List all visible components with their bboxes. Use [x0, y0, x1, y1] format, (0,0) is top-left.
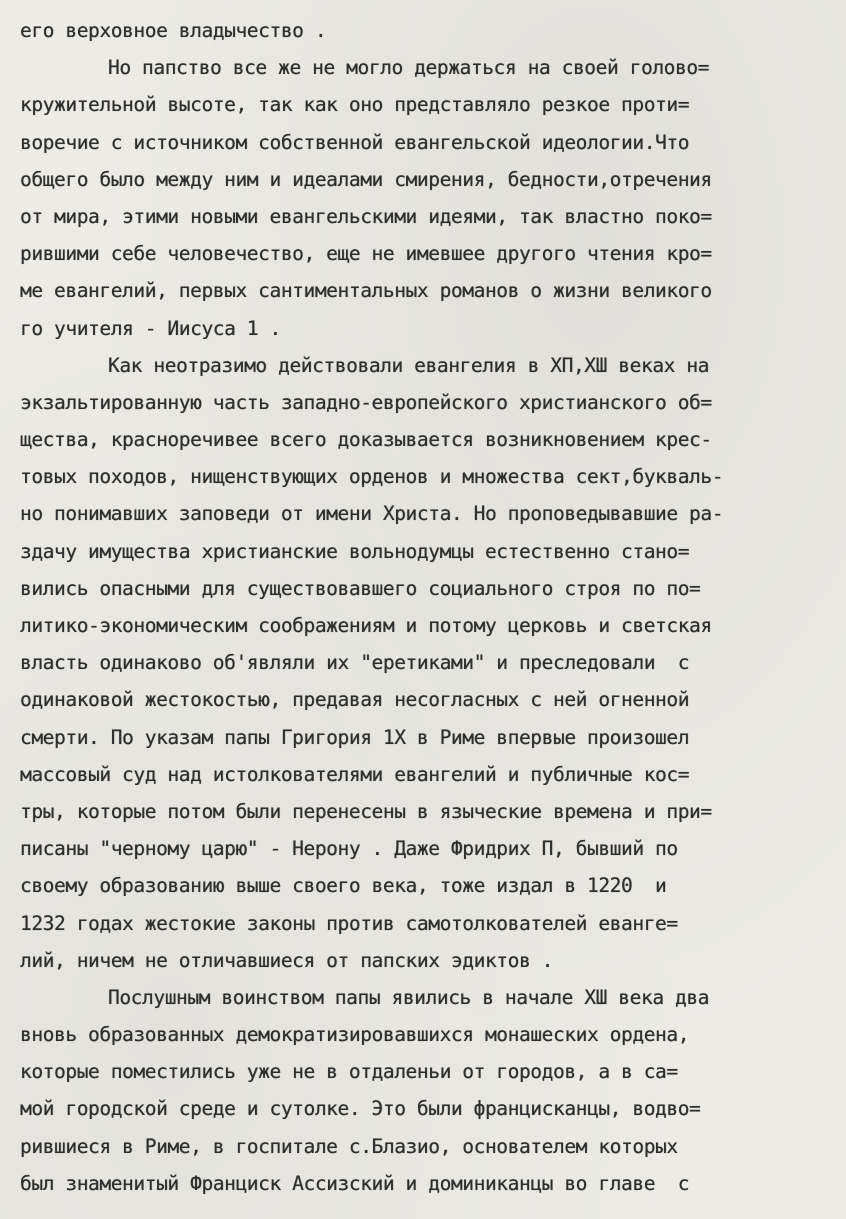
text-line: власть одинаково об'являли их "еретиками" и преследовали с — [20, 651, 690, 675]
page-body — [20, 12, 835, 1202]
text-line: воречие с источником собственной евангельской идеологии.Что — [20, 130, 690, 154]
text-line: Как неотразимо действовали евангелия в ХП,ХШ веках на — [108, 353, 710, 377]
text-line: массовый суд над истолкователями евангелий и публичные кос= — [20, 762, 690, 786]
text-line: был знаменитый Франциск Ассизский и доминиканцы во главе с — [20, 1171, 690, 1195]
text-line: смерти. По указам папы Григория 1Х в Риме впервые произошел — [20, 725, 690, 749]
text-line: товых походов, нищенствующих орденов и множества сект,букваль- — [20, 465, 724, 489]
text-line: Но папство все же не могло держаться на своей голово= — [108, 56, 710, 80]
text-line: здачу имущества христианские вольнодумцы естественно стано= — [20, 539, 690, 563]
text-line: рившими себе человечество, еще не имевшее другого чтения кро= — [20, 242, 712, 266]
text-line: вились опасными для существовавшего социального строя по по= — [20, 576, 701, 600]
text-line: лий, ничем не отличавшиеся от папских эдиктов . — [20, 948, 553, 972]
text-line: тры, которые потом были перенесены в языческие времена и при= — [20, 799, 712, 823]
text-line: Послушным воинством папы явились в начале ХШ века два — [108, 985, 710, 1009]
text-line: одинаковой жестокостью, предавая несогласных с ней огненной — [20, 688, 690, 712]
text-line: его верховное владычество . — [20, 19, 327, 42]
text-line: вновь образованных демократизировавшихся монашеских ордена, — [20, 1023, 690, 1047]
text-line: экзальтированную часть западно-европейского христианского об= — [20, 390, 712, 414]
text-line: щества, красноречивее всего доказывается возникновением крес- — [20, 428, 712, 452]
text-line: писаны "черному царю" - Нерону . Даже Фридрих П, бывший по — [20, 837, 678, 861]
text-line: ме евангелий, первых сантиментальных романов о жизни великого — [20, 279, 712, 303]
text-line: но понимавших заповеди от имени Христа. Но проповедывавшие ра- — [20, 502, 724, 526]
text-line: общего было между ним и идеалами смирения, бедности,отречения — [20, 167, 712, 191]
text-line: рившиеся в Риме, в госпитале с.Блазио, основателем которых — [20, 1134, 678, 1158]
text-line: го учителя - Иисуса 1 . — [20, 316, 281, 340]
text-line: которые поместились уже не в отдаленьи от городов, а в са= — [20, 1060, 678, 1084]
text-line: мой городской среде и сутолке. Это были францисканцы, водво= — [20, 1097, 701, 1121]
text-line: кружительной высоте, так как оно представляло резкое проти= — [20, 93, 690, 117]
text-line: от мира, этими новыми евангельскими идеями, так властно поко= — [20, 204, 712, 228]
text-line: 1232 годах жестокие законы против самотолкователей еванге= — [20, 911, 678, 935]
text-line: литико-экономическим соображениям и потому церковь и светская — [20, 614, 712, 637]
text-line: своему образованию выше своего века, тоже издал в 1220 и — [20, 874, 667, 898]
